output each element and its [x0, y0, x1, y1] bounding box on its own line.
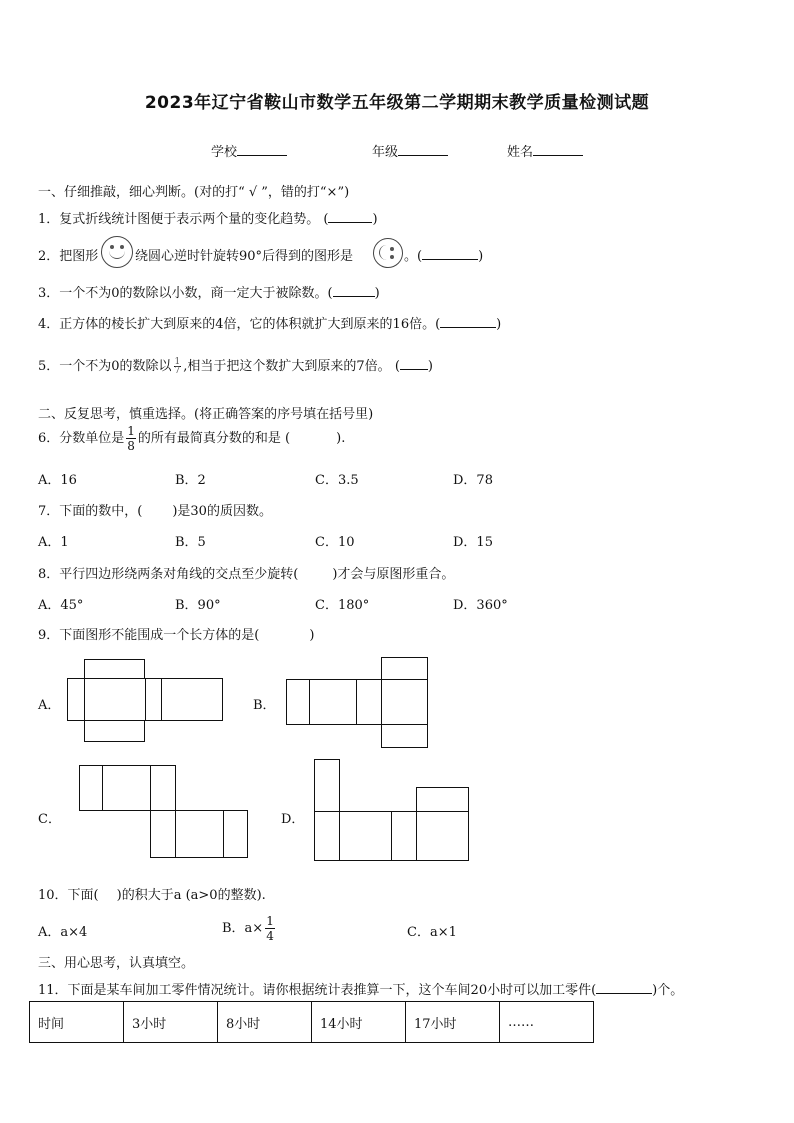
q4-text: 4．正方体的棱长扩大到原来的4倍，它的体积就扩大到原来的16倍。( — [38, 317, 441, 332]
q7-option-c[interactable]: C．10 — [315, 535, 355, 550]
q2-answer-blank[interactable] — [422, 247, 478, 260]
grade-field — [372, 141, 448, 160]
page-title: 2023年辽宁省鞍山市数学五年级第二学期期末教学质量检测试题 — [144, 93, 650, 113]
net-c-face-6 — [223, 810, 248, 858]
q9-option-a-label[interactable]: A． — [38, 698, 61, 713]
question-4 — [38, 313, 501, 332]
q10-option-c[interactable]: C．a×1 — [407, 925, 457, 940]
net-b-face-2 — [309, 679, 357, 725]
q8-text-a: 8．平行四边形绕两条对角线的交点至少旋转( — [38, 567, 299, 582]
q7-text-a: 7．下面的数中，( — [38, 504, 143, 519]
net-d-tall-face — [314, 759, 340, 812]
question-11 — [38, 979, 683, 998]
section1-heading: 一、仔细推敲，细心判断。(对的打“ √ ”，错的打“×”) — [38, 185, 350, 200]
q8-option-d[interactable]: D．360° — [453, 598, 508, 613]
q9-option-d-label[interactable]: D． — [281, 812, 305, 827]
net-b-top-face — [381, 657, 428, 680]
q11-table — [29, 1001, 594, 1043]
q1-text: 1．复式折线统计图便于表示两个量的变化趋势。 ( — [38, 212, 329, 227]
question-2 — [38, 245, 98, 264]
school-label: 学校 — [211, 145, 238, 160]
table-cell-17h: 17小时 — [406, 1002, 500, 1043]
name-label: 姓名 — [507, 145, 534, 160]
name-blank[interactable] — [533, 143, 583, 156]
table-cell-14h: 14小时 — [312, 1002, 406, 1043]
grade-label: 年级 — [372, 145, 399, 160]
q11-answer-blank[interactable] — [596, 981, 652, 994]
q6-text-b: 的所有最简真分数的和是 ( — [137, 431, 291, 446]
net-d-face-1 — [314, 811, 340, 861]
q3-answer-blank[interactable] — [333, 284, 375, 297]
q10-text-a: 10．下面( — [38, 888, 99, 903]
rotated-face-icon — [373, 238, 403, 268]
q11-end: )个。 — [652, 983, 684, 998]
q6-frac-denominator: 8 — [127, 439, 135, 453]
q5-fraction — [174, 358, 182, 375]
net-c-face-4 — [150, 810, 176, 858]
q9-option-b-label[interactable]: B． — [253, 698, 276, 713]
q8-option-a[interactable]: A．45° — [38, 598, 84, 613]
q11-text: 11．下面是某车间加工零件情况统计。请你根据统计表推算一下，这个车间20小时可以加工零件( — [38, 983, 597, 998]
q4-answer-blank[interactable] — [440, 315, 496, 328]
smiley-face-icon — [101, 236, 133, 268]
net-d-face-4 — [416, 811, 469, 861]
q6-fraction — [126, 424, 136, 453]
net-a-bottom-face — [84, 720, 145, 742]
q6-frac-numerator: 1 — [127, 424, 135, 438]
q2-text-c: 。( — [404, 249, 423, 264]
net-b-bottom-face — [381, 724, 428, 748]
school-field — [211, 141, 287, 160]
q3-end: ) — [374, 286, 380, 301]
table-row — [30, 1002, 594, 1043]
net-c-face-5 — [175, 810, 224, 858]
q1-end: ) — [372, 212, 378, 227]
net-d-top-face — [416, 787, 469, 812]
q5-text-a: 5．一个不为0的数除以 — [38, 359, 172, 374]
q2-end: ) — [478, 249, 484, 264]
q2-text-b: 绕圆心逆时针旋转90°后得到的图形是 — [135, 249, 354, 264]
q6-text-c: ). — [336, 431, 346, 446]
q2-text-b-wrap — [135, 245, 353, 264]
question-5 — [38, 355, 433, 375]
q7-option-d[interactable]: D．15 — [453, 535, 493, 550]
net-c-face-1 — [79, 765, 103, 811]
q10-option-b[interactable] — [222, 914, 277, 943]
q5-end: ) — [427, 359, 433, 374]
q9-text-a: 9．下面图形不能围成一个长方体的是( — [38, 628, 260, 643]
q6-text-a: 6．分数单位是 — [38, 431, 125, 446]
q10-fraction — [265, 914, 275, 943]
q5-frac-denominator: 7 — [174, 366, 181, 376]
question-1 — [38, 208, 378, 227]
question-6 — [38, 424, 345, 453]
school-blank[interactable] — [237, 143, 287, 156]
net-d-face-3 — [391, 811, 417, 861]
net-a-back-face — [161, 678, 223, 721]
q8-option-b[interactable]: B．90° — [175, 598, 221, 613]
q1-answer-blank[interactable] — [328, 210, 372, 223]
q6-option-c[interactable]: C．3.5 — [315, 473, 359, 488]
net-a-front-face — [84, 678, 146, 721]
name-field — [507, 141, 583, 160]
table-cell-3h: 3小时 — [124, 1002, 218, 1043]
section2-heading: 二、反复思考，慎重选择。(将正确答案的序号填在括号里) — [38, 407, 374, 422]
q6-option-a[interactable]: A．16 — [38, 473, 77, 488]
q5-answer-blank[interactable] — [400, 357, 428, 370]
q7-text-b: )是30的质因数。 — [172, 504, 272, 519]
q9-option-c-label[interactable]: C． — [38, 812, 61, 827]
q2-text-a: 2．把图形 — [38, 249, 99, 264]
section3-heading: 三、用心思考，认真填空。 — [38, 956, 195, 971]
table-cell-8h: 8小时 — [218, 1002, 312, 1043]
question-3 — [38, 282, 380, 301]
net-a-right-face — [145, 678, 162, 721]
table-cell-time: 时间 — [30, 1002, 124, 1043]
q9-text-b: ) — [309, 628, 315, 643]
q8-text-b: )才会与原图形重合。 — [332, 567, 455, 582]
q10-text-b: )的积大于a (a>0的整数). — [116, 888, 266, 903]
net-b-face-1 — [286, 679, 310, 725]
net-a-left-face — [67, 678, 85, 721]
question-7 — [38, 500, 272, 519]
net-b-face-4 — [381, 679, 428, 725]
question-10 — [38, 884, 266, 903]
q6-option-b[interactable]: B．2 — [175, 473, 206, 488]
net-b-face-3 — [356, 679, 382, 725]
q6-option-d[interactable]: D．78 — [453, 473, 493, 488]
table-cell-ellipsis: …… — [500, 1002, 594, 1043]
q2-tail — [404, 245, 483, 264]
q5-frac-numerator: 1 — [174, 357, 181, 367]
net-c-face-2 — [102, 765, 151, 811]
net-a-top-face — [84, 659, 145, 679]
q10-option-b-text: B．a× — [222, 921, 264, 936]
question-8 — [38, 563, 454, 582]
grade-blank[interactable] — [398, 143, 448, 156]
q7-option-a[interactable]: A．1 — [38, 535, 69, 550]
q4-end: ) — [496, 317, 502, 332]
q7-option-b[interactable]: B．5 — [175, 535, 206, 550]
q5-text-b: ,相当于把这个数扩大到原来的7倍。 ( — [183, 359, 400, 374]
net-c-face-3 — [150, 765, 176, 811]
q8-option-c[interactable]: C．180° — [315, 598, 370, 613]
question-9 — [38, 624, 314, 643]
q10-frac-denominator: 4 — [266, 929, 274, 943]
q10-frac-numerator: 1 — [266, 914, 274, 928]
q10-option-a[interactable]: A．a×4 — [38, 925, 88, 940]
q3-text: 3．一个不为0的数除以小数，商一定大于被除数。( — [38, 286, 333, 301]
net-d-face-2 — [339, 811, 392, 861]
